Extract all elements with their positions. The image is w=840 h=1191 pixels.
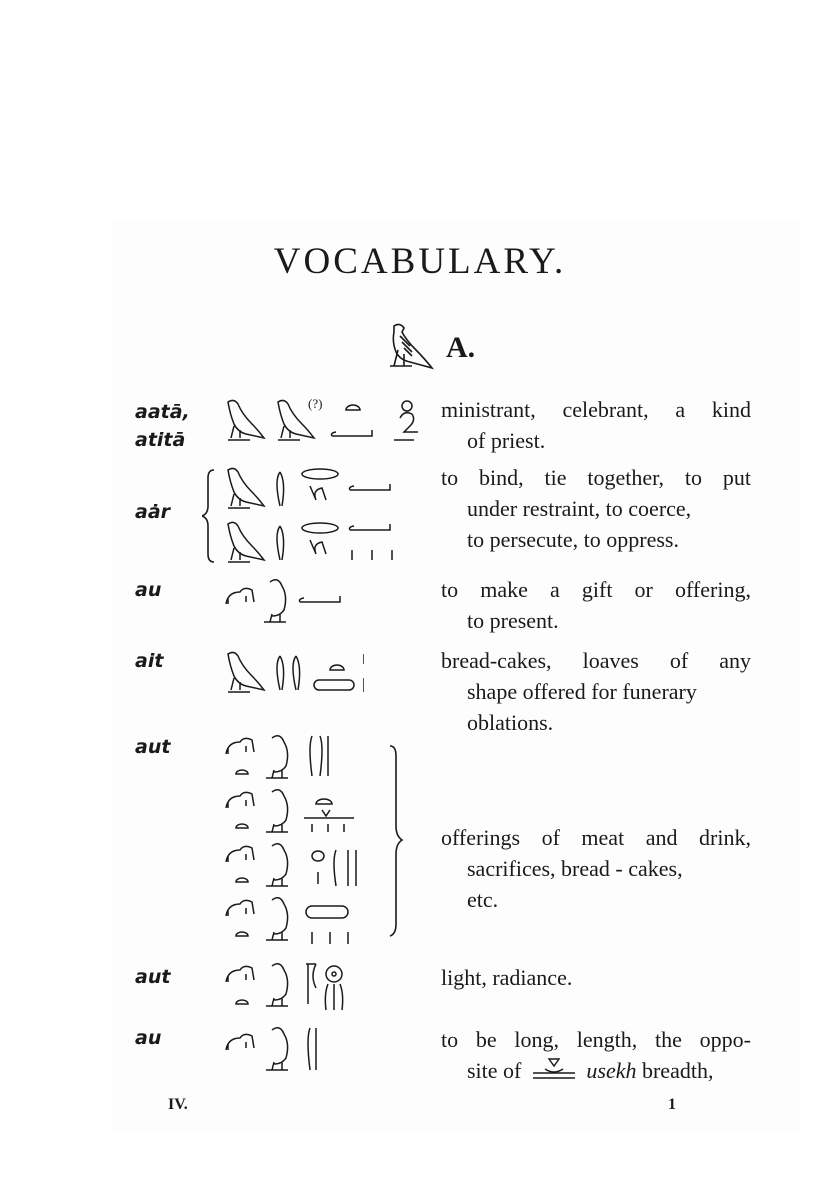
entry-term: ait <box>135 650 164 672</box>
hieroglyph-group <box>224 960 364 1020</box>
entry-term: au <box>135 579 162 601</box>
signature-mark: IV. <box>168 1096 188 1113</box>
entry-definition: to bind, tie together, to put under restraint, to coerce, to persecute, to oppress. <box>441 465 751 552</box>
entry-definition: to make a gift or offering, to present. <box>441 577 751 633</box>
entry-definition: to be long, length, the oppo- site of usekh breadth, <box>441 1024 751 1089</box>
entry-term: aut <box>135 736 171 758</box>
hieroglyph-group <box>224 648 364 700</box>
page-number: 1 <box>668 1096 676 1113</box>
page-title: VOCABULARY. <box>273 241 567 282</box>
entry-term: aȧr <box>135 501 171 523</box>
hieroglyph-group <box>224 464 404 570</box>
entry-definition: light, radiance. <box>441 965 573 990</box>
hieroglyph-group <box>224 396 424 446</box>
entry-definition: bread-cakes, loaves of any shape offered for funerary oblations. <box>441 648 751 735</box>
vulture-icon <box>380 320 434 376</box>
entry-term: aut <box>135 966 171 988</box>
left-brace <box>202 468 216 568</box>
usekh-collar-icon <box>531 1057 577 1089</box>
hieroglyph-group <box>224 732 374 952</box>
section-letter: A. <box>446 331 476 364</box>
entry-definition: ministrant, celebrant, a kind of priest. <box>441 397 751 453</box>
section-header <box>380 320 475 376</box>
entry-definition: offerings of meat and drink, sacrifices, bread - cakes, etc. <box>441 825 751 912</box>
entry-term: au <box>135 1027 162 1049</box>
entry-term: aatā, atitā <box>135 401 190 451</box>
right-brace <box>388 744 404 942</box>
hieroglyph-group <box>224 1024 334 1078</box>
hieroglyph-group <box>224 574 364 624</box>
glyph-uncertain-note: (?) <box>308 396 323 411</box>
